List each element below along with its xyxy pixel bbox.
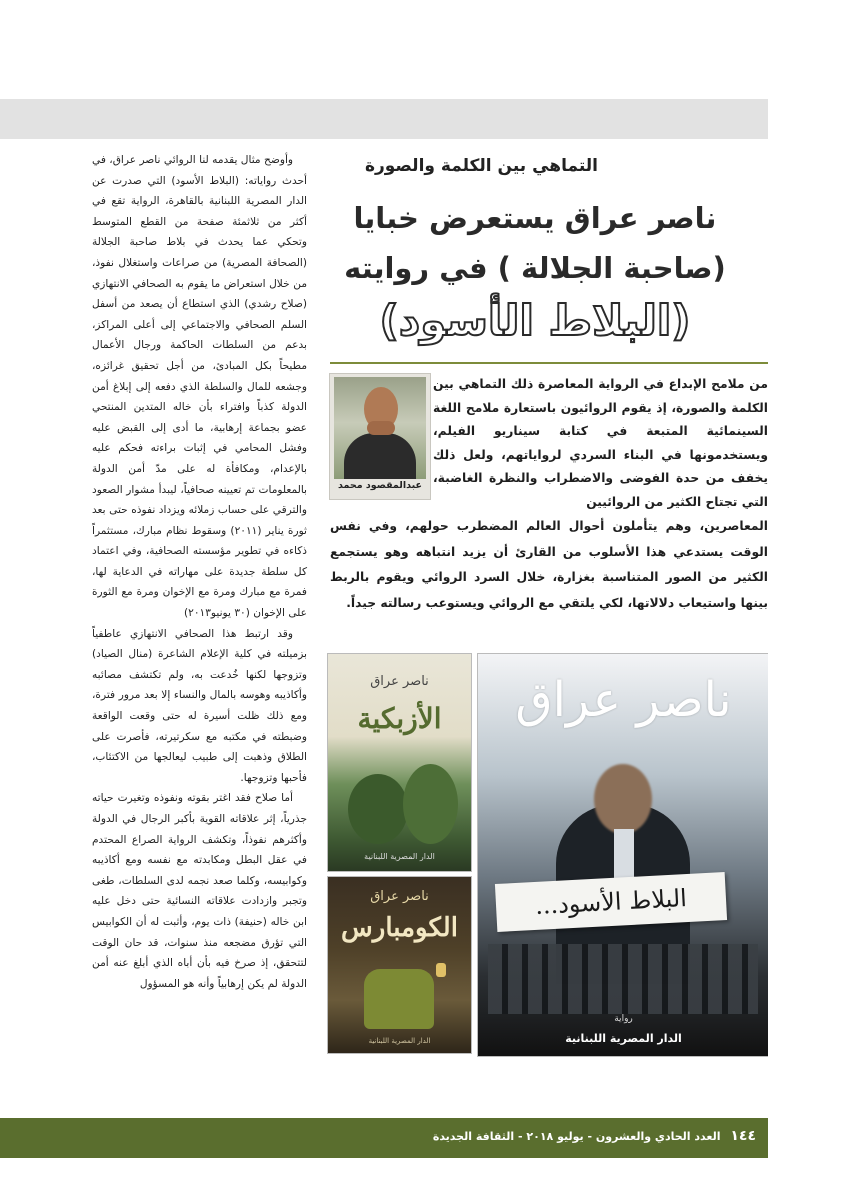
title-line-2: (صاحبة الجلالة ) في روايته (344, 251, 726, 285)
issue-info: العدد الحادي والعشرون - يوليو ٢٠١٨ - (517, 1130, 721, 1143)
cover-author: ناصر عراق (370, 889, 429, 904)
cover-genre: رواية (614, 1014, 633, 1024)
intro-paragraph: من ملامح الإبداع في الرواية المعاصرة ذلك التماهي بين الكلمة والصورة، إذ يقوم الروائيون باستعارة ملامح اللغة السينمائية المتبعة في كتابة سيناريو الفيلم، ويستخدمونها في البناء السردي لرواياتهم، ولعل ذلك يخفف من حدة الفوضى والاضطراب والنظرة الغاضبة، التي تجتاح الكثير من الروائيين (433, 377, 768, 509)
paragraph-2: وقد ارتبط هذا الصحافي الانتهازي عاطفياً بزميلته في كلية الإعلام الشاعرة (منال الصياد) وتزوجها لكنها خُدعت به، ولم تكتشف مصائبه وأكاذيبه وهوسه بالمال والنساء إلا بعد مرور فترة، ومع ذلك ظلت أسيرة له حتى وقعت الواقعة وضبطته في مكتبه مع سكرتيرته، فأصرت على الطلاق وذهبت إلى طبيب ليعالجها من الاكتئاب، فأحبها وتزوجها. (92, 627, 307, 784)
cover-title: الكومبارس (341, 913, 458, 943)
author-hand (367, 421, 395, 435)
tree-illustration (348, 774, 408, 844)
cover-title: الأزبكية (357, 702, 442, 735)
title-line-3: (البلاط الأسود) (379, 296, 691, 345)
kicker: التماهي بين الكلمة والصورة (364, 156, 598, 176)
cover-face (594, 764, 652, 834)
cover-publisher: الدار المصرية اللبنانية (364, 852, 435, 861)
author-body (344, 433, 416, 479)
author-card (329, 373, 431, 500)
armchair-illustration (364, 969, 434, 1029)
cover-black-tiles (477, 653, 770, 1057)
article-title (330, 193, 740, 293)
author-name: عبدالمقصود محمد (338, 480, 422, 491)
page-number: ١٤٤ (730, 1128, 756, 1144)
paragraph-1: وأوضح مثال يقدمه لنا الروائي ناصر عراق، في أحدث رواياته: (البلاط الأسود) التي صدرت عن الدار المصرية اللبنانية بالقاهرة، الرواية تقع في أكثر من ثلاثمئة صفحة من القطع المتوسط وتحكي عما يحدث في بلاط صاحبة الجلالة (الصحافة المصرية) من صراعات واستغلال نفوذ، من خلال استعراض ما يقوم به الصحافي الانتهازي (صلاح رشدي) الذي استطاع أن يصعد من أسفل السلم الصحافي والاجتماعي إلى أعلى المراكز، بدعم من السلطات الحاكمة ورجال الأعمال مطيحاً بكل المبادئ، من أجل تحقيق غرائزه، وجشعه للمال والسلطة الذي دفعه إلى إبلاغ أمن الدولة كذباً وافتراء بأن خاله المتدين المنتحي عضو بجماعة إرهابية، ما أدى إلى القبض عليه وفشل المحامي في إثبات براءته فحكم عليه بالإعدام، ومكافأة له على مدّ أمن الدولة بالمعلومات تم تعيينه صحافياً، ليبدأ مشوار الصعود والترقي على حساب زملائه ويزداد نفوذه حتى بعد ثورة يناير (٢٠١١) وسقوط نظام مبارك، مستثمراً ذكاءه في تطوير مؤسسته الصحافية، وفي اعتماد كل سلطة جديدة على مهاراته في الدعاية لها، فمرة مع مبارك ومرة مع الإخوان ومرة مع الثورة على الإخوان (٣٠ يونيو٢٠١٣) (92, 154, 308, 620)
cover-author: ناصر عراق (370, 674, 429, 689)
cover-author: ناصر عراق (515, 672, 732, 728)
intro-paragraph-continued: المعاصرين، وهم يتأملون أحوال العالم المضطرب حولهم، وفي نفس الوقت يستدعي هذا الأسلوب من القارئ أن يزيد انتباهه وهو يستجمع الكثير من الصور المتناسبة بغزارة، خلال السرد الروائي ويقوم بالربط بينها واستيعاب دلالاتها، لكي يلتقي مع الروائي ويستوعب رسالته جيداً. (330, 519, 768, 610)
cover-publisher: الدار المصرية اللبنانية (368, 1037, 431, 1045)
title-line-1: ناصر عراق يستعرض خبايا (353, 201, 717, 235)
typewriter-keys (488, 944, 758, 1014)
magazine-name: الثقافة الجديدة (432, 1130, 515, 1143)
lamp-illustration (436, 963, 446, 977)
top-band (0, 99, 768, 139)
cover-azbakiya (327, 653, 472, 872)
page-margin (768, 0, 847, 1182)
left-column (92, 150, 307, 994)
divider (330, 362, 768, 364)
author-photo (334, 377, 426, 479)
cover-publisher: الدار المصرية اللبنانية (565, 1032, 682, 1045)
cover-kombars (327, 876, 472, 1054)
paragraph-3: أما صلاح فقد اغتر بقوته ونفوذه وتغيرت حياته جذرياً، إثر علاقاته القوية بأكبر الرجال في الدولة وأكثرهم نفوذاً، وتكشف الرواية الصراع المحتدم في عقل البطل ومكابدته مع نفسه ومع أكاذيبه وكوابيسه، وكلما صعد نجمه لدى السلطات، طغى وتجبر وازدادت علاقاته النسائية حتى دخل عليه ابن خاله (حنيفة) ذات يوم، وأثبت له أن الكوابيس التي تؤرق مضجعه منذ سنوات، قد حان الوقت لتتحقق، إذ صرخ فيه بأن أباه الذي أبلغ عنه أمن الدولة لم يكن إرهابياً وأنه هو المسؤول (92, 792, 307, 990)
cover-title: البلاط الأسود... (495, 872, 727, 932)
footer-bar (0, 1118, 768, 1158)
footer-text (433, 1128, 756, 1144)
tree-illustration (403, 764, 458, 844)
